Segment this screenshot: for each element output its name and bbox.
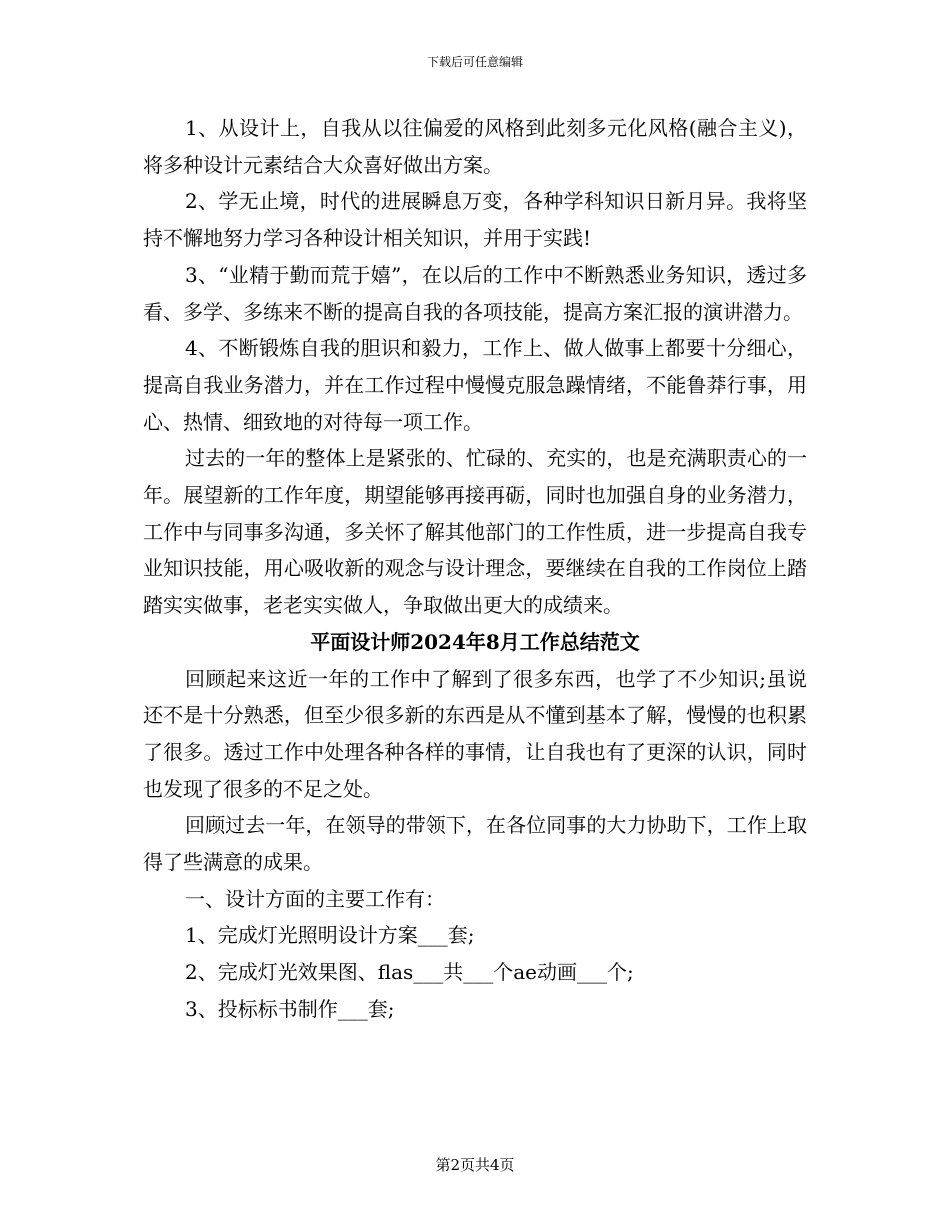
paragraph-review: 回顾起来这近一年的工作中了解到了很多东西，也学了不少知识;虽说还不是十分熟悉，但至少很多新的东西是从不懂到基本了解，慢慢的也积累了很多。透过工作中处理各种各样的事情，让自我也有了更深的认识，同时也发现了很多的不足之处。 xyxy=(143,666,807,801)
paragraph-self-training: 4、不断锻炼自我的胆识和毅力，工作上、做人做事上都要十分细心，提高自我业务潜力，并在工作过程中慢慢克服急躁情绪，不能鲁莽行事，用心、热情、细致地的对待每一项工作。 xyxy=(143,336,807,434)
paragraph-business-knowledge: 3、“业精于勤而荒于嬉”，在以后的工作中不断熟悉业务知识，透过多看、多学、多练来不断的提高自我的各项技能，提高方案汇报的演讲潜力。 xyxy=(143,262,807,324)
page-number: 第2页共4页 xyxy=(435,1156,515,1174)
paragraph-achievements: 回顾过去一年，在领导的带领下，在各位同事的大力协助下，工作上取得了些满意的成果。 xyxy=(143,813,807,875)
list-item-lighting-plans: 1、完成灯光照明设计方案___套; xyxy=(185,923,475,948)
paragraph-design-style: 1、从设计上，自我从以往偏爱的风格到此刻多元化风格(融合主义)，将多种设计元素结合大众喜好做出方案。 xyxy=(143,116,807,177)
list-item-tender-docs: 3、投标标书制作___套; xyxy=(185,996,395,1021)
document-body xyxy=(143,110,807,1028)
section-title: 平面设计师2024年8月工作总结范文 xyxy=(310,629,640,654)
list-item-renderings: 2、完成灯光效果图、flas___共___个ae动画___个; xyxy=(185,960,634,985)
paragraph-learning: 2、学无止境，时代的进展瞬息万变，各种学科知识日新月异。我将坚持不懈地努力学习各种设计相关知识，并用于实践! xyxy=(143,189,807,251)
list-heading-design-work: 一、设计方面的主要工作有： xyxy=(185,886,445,911)
paragraph-year-summary: 过去的一年的整体上是紧张的、忙碌的、充实的，也是充满职责心的一年。展望新的工作年度，期望能够再接再砺，同时也加强自身的业务潜力，工作中与同事多沟通，多关怀了解其他部门的工作性质，进一步提高自我专业知识技能，用心吸收新的观念与设计理念，要继续在自我的工作岗位上踏踏实实做事，老老实实做人，争取做出更大的成绩来。 xyxy=(143,446,807,618)
page-header: 下载后可任意编辑 xyxy=(426,55,523,69)
